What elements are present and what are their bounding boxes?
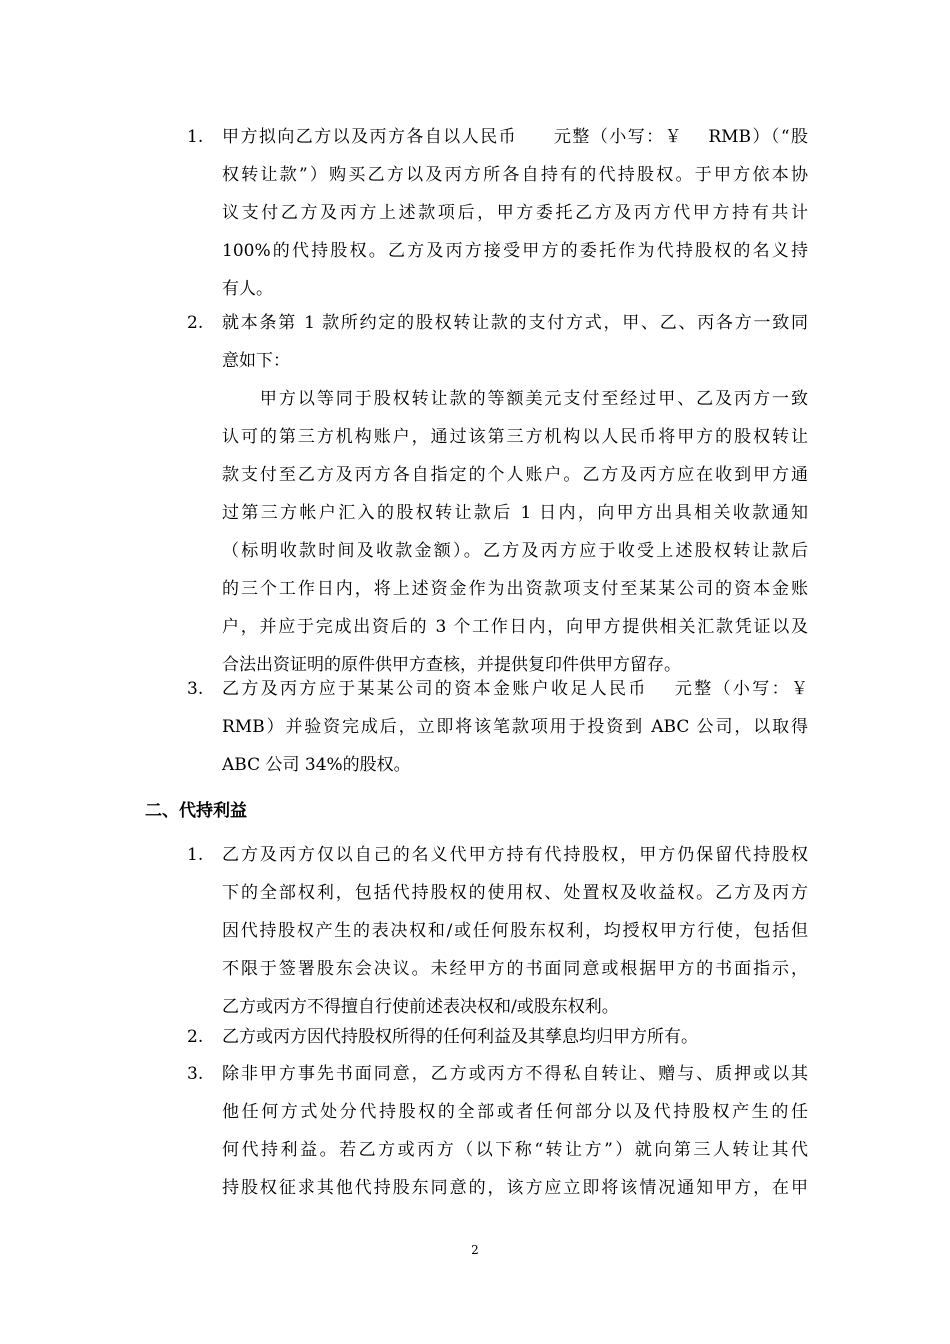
text-line: 他任何方式处分代持股权的全部或者任何部分以及代持股权产生的任 — [222, 1102, 808, 1122]
text-line: 不限于签署股东会决议。未经甲方的书面同意或根据甲方的书面指示， — [222, 959, 808, 979]
text-line: 款支付至乙方及丙方各自指定的个人账户。乙方及丙方应在收到甲方通 — [222, 465, 808, 485]
item-number: 2. — [187, 1027, 204, 1047]
text-line: 除非甲方事先书面同意，乙方或丙方不得私自转让、赠与、质押或以其 — [222, 1064, 808, 1084]
text-line: 议支付乙方及丙方上述款项后，甲方委托乙方及丙方代甲方持有共计 — [222, 203, 808, 223]
text-line: 下的全部权利，包括代持股权的使用权、处置权及收益权。乙方及丙方 — [222, 883, 808, 903]
text-line: 过第三方帐户汇入的股权转让款后 1 日内，向甲方出具相关收款通知 — [222, 503, 808, 523]
text-line: 因代持股权产生的表决权和/或任何股东权利，均授权甲方行使，包括但 — [222, 921, 808, 941]
text-line: 甲方以等同于股权转让款的等额美元支付至经过甲、乙及丙方一致 — [222, 389, 808, 409]
section-heading: 二、代持利益 — [145, 801, 247, 821]
item-number: 1. — [187, 845, 204, 865]
text-line: 的三个工作日内，将上述资金作为出资款项支付至某某公司的资本金账 — [222, 579, 808, 599]
text-line: RMB）并验资完成后，立即将该笔款项用于投资到 ABC 公司，以取得 — [222, 717, 808, 737]
text-line: 乙方及丙方应于某某公司的资本金账户收足人民币 元整（小写：￥ — [222, 679, 808, 699]
text-line: 甲方拟向乙方以及丙方各自以人民币 元整（小写：￥ RMB）（“股 — [222, 127, 808, 147]
item-number: 3. — [187, 679, 204, 699]
text-line: 认可的第三方机构账户，通过该第三方机构以人民币将甲方的股权转让 — [222, 427, 808, 447]
text-line: 乙方或丙方不得擅自行使前述表决权和/或股东权利。 — [222, 997, 619, 1017]
item-number: 3. — [187, 1064, 204, 1084]
text-line: ABC 公司 34%的股权。 — [222, 755, 411, 775]
text-line: 就本条第 1 款所约定的股权转让款的支付方式，甲、乙、丙各方一致同 — [222, 313, 808, 333]
text-line: 何代持利益。若乙方或丙方（以下称“转让方”）就向第三人转让其代 — [222, 1140, 808, 1160]
text-line: 乙方及丙方仅以自己的名义代甲方持有代持股权，甲方仍保留代持股权 — [222, 845, 808, 865]
text-line: （标明收款时间及收款金额）。乙方及丙方应于收受上述股权转让款后 — [222, 541, 808, 561]
text-line: 权转让款”）购买乙方以及丙方所各自持有的代持股权。于甲方依本协 — [222, 165, 808, 185]
text-line: 合法出资证明的原件供甲方查核，并提供复印件供甲方留存。 — [222, 655, 681, 675]
text-line: 户，并应于完成出资后的 3 个工作日内，向甲方提供相关汇款凭证以及 — [222, 617, 808, 637]
page-number: 2 — [471, 1243, 479, 1257]
item-number: 1. — [187, 127, 204, 147]
text-line: 有人。 — [222, 279, 273, 299]
text-line: 持股权征求其他代持股东同意的，该方应立即将该情况通知甲方，在甲 — [222, 1178, 808, 1198]
text-line: 乙方或丙方因代持股权所得的任何利益及其孳息均归甲方所有。 — [222, 1027, 698, 1047]
item-number: 2. — [187, 313, 204, 333]
text-line: 100%的代持股权。乙方及丙方接受甲方的委托作为代持股权的名义持 — [222, 241, 808, 261]
text-line: 意如下： — [222, 351, 290, 371]
